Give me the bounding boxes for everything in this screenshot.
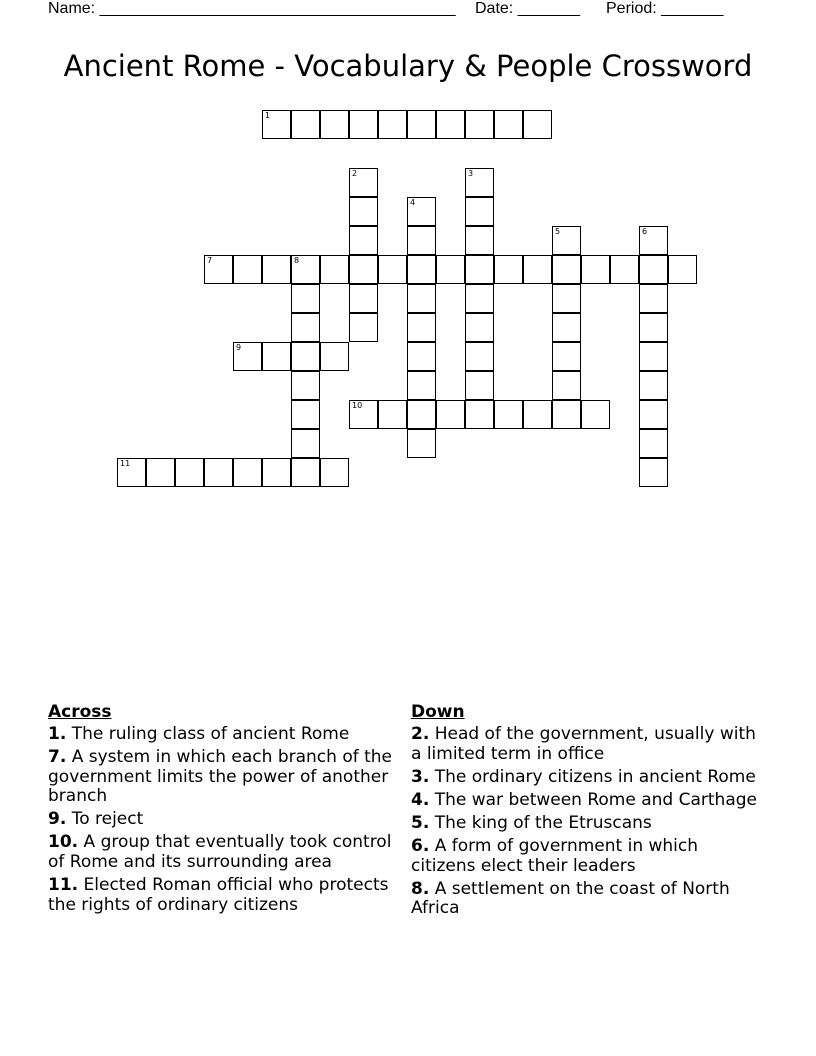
- grid-cell[interactable]: [639, 429, 668, 458]
- grid-cell[interactable]: [465, 110, 494, 139]
- grid-cell[interactable]: [552, 400, 581, 429]
- grid-cell[interactable]: [233, 458, 262, 487]
- crossword-grid: [0, 0, 816, 520]
- clue-down-2: 2. Head of the government, usually with a limited term in office: [411, 724, 756, 764]
- clue-number: 9: [236, 343, 242, 352]
- down-heading: Down: [411, 702, 465, 722]
- grid-cell[interactable]: [639, 255, 668, 284]
- grid-cell[interactable]: [639, 400, 668, 429]
- grid-cell[interactable]: [523, 255, 552, 284]
- grid-cell[interactable]: [407, 429, 436, 458]
- grid-cell[interactable]: [291, 458, 320, 487]
- clue-across-1: 1. The ruling class of ancient Rome: [48, 724, 350, 744]
- clue-number: 5: [555, 227, 561, 236]
- grid-cell[interactable]: [523, 400, 552, 429]
- grid-cell[interactable]: [349, 197, 378, 226]
- grid-cell[interactable]: [552, 342, 581, 371]
- grid-cell[interactable]: [320, 458, 349, 487]
- grid-cell[interactable]: [320, 255, 349, 284]
- grid-cell[interactable]: [436, 110, 465, 139]
- grid-cell[interactable]: [291, 284, 320, 313]
- grid-cell[interactable]: [378, 110, 407, 139]
- grid-cell[interactable]: [291, 255, 320, 284]
- clue-across-11: 11. Elected Roman official who protects the rights of ordinary citizens: [48, 875, 389, 915]
- clue-number: 7: [207, 256, 213, 265]
- grid-cell[interactable]: [407, 197, 436, 226]
- date-field-label[interactable]: Date: _______: [475, 0, 580, 17]
- clue-down-6: 6. A form of government in which citizens elect their leaders: [411, 835, 699, 876]
- period-field-label[interactable]: Period: _______: [606, 0, 724, 17]
- grid-cell[interactable]: [494, 400, 523, 429]
- grid-cell[interactable]: [349, 313, 378, 342]
- grid-cell[interactable]: [291, 371, 320, 400]
- grid-cell[interactable]: [639, 371, 668, 400]
- grid-cell[interactable]: [407, 284, 436, 313]
- grid-cell[interactable]: [407, 313, 436, 342]
- grid-cell[interactable]: [349, 110, 378, 139]
- grid-cell[interactable]: [146, 458, 175, 487]
- grid-cell[interactable]: [291, 110, 320, 139]
- grid-cell[interactable]: [175, 458, 204, 487]
- grid-cell[interactable]: [436, 400, 465, 429]
- grid-cell[interactable]: [552, 313, 581, 342]
- clue-number: 10: [352, 401, 363, 410]
- grid-cell[interactable]: [349, 400, 378, 429]
- grid-cell[interactable]: [407, 400, 436, 429]
- name-field-label[interactable]: Name: ________________________________________: [48, 0, 456, 17]
- grid-cell[interactable]: [552, 284, 581, 313]
- grid-cell[interactable]: [407, 110, 436, 139]
- grid-cell[interactable]: [407, 371, 436, 400]
- grid-cell[interactable]: [117, 458, 146, 487]
- grid-cell[interactable]: [465, 313, 494, 342]
- grid-cell[interactable]: [465, 168, 494, 197]
- grid-cell[interactable]: [349, 226, 378, 255]
- across-clues: [48, 702, 398, 919]
- clue-number: 2: [352, 169, 358, 178]
- grid-cell[interactable]: [494, 110, 523, 139]
- grid-cell[interactable]: [639, 284, 668, 313]
- grid-cell[interactable]: [639, 226, 668, 255]
- grid-cell[interactable]: [465, 371, 494, 400]
- grid-cell[interactable]: [639, 313, 668, 342]
- grid-cell[interactable]: [436, 255, 465, 284]
- clue-number: 8: [294, 256, 300, 265]
- down-clues: [411, 702, 761, 922]
- clue-number: 11: [120, 459, 131, 468]
- grid-cell[interactable]: [465, 255, 494, 284]
- grid-cell[interactable]: [291, 429, 320, 458]
- grid-cell[interactable]: [552, 371, 581, 400]
- grid-cell[interactable]: [465, 197, 494, 226]
- grid-cell[interactable]: [523, 110, 552, 139]
- grid-cell[interactable]: [407, 255, 436, 284]
- grid-cell[interactable]: [552, 226, 581, 255]
- grid-cell[interactable]: [378, 255, 407, 284]
- grid-cell[interactable]: [581, 400, 610, 429]
- clue-across-7: 7. A system in which each branch of the government limits the power of another branch: [48, 747, 393, 807]
- grid-cell[interactable]: [639, 342, 668, 371]
- grid-cell[interactable]: [610, 255, 639, 284]
- clue-number: 6: [642, 227, 648, 236]
- grid-cell[interactable]: [465, 400, 494, 429]
- grid-cell[interactable]: [349, 168, 378, 197]
- grid-cell[interactable]: [291, 400, 320, 429]
- across-heading: Across: [48, 702, 112, 722]
- grid-cell[interactable]: [291, 313, 320, 342]
- clue-number: 1: [265, 111, 271, 120]
- grid-cell[interactable]: [407, 342, 436, 371]
- clue-down-4: 4. The war between Rome and Carthage: [411, 789, 757, 810]
- grid-cell[interactable]: [465, 226, 494, 255]
- grid-cell[interactable]: [639, 458, 668, 487]
- grid-cell[interactable]: [320, 342, 349, 371]
- grid-cell[interactable]: [407, 226, 436, 255]
- clue-down-8: 8. A settlement on the coast of North Africa: [411, 878, 730, 919]
- clue-across-10: 10. A group that eventually took control of Rome and its surrounding area: [48, 832, 392, 873]
- page-title: Ancient Rome - Vocabulary & People Crossword: [63, 49, 753, 83]
- grid-cell[interactable]: [581, 255, 610, 284]
- grid-cell[interactable]: [291, 342, 320, 371]
- grid-cell[interactable]: [262, 110, 291, 139]
- grid-cell[interactable]: [262, 342, 291, 371]
- grid-cell[interactable]: [204, 255, 233, 284]
- clue-number: 3: [468, 169, 474, 178]
- grid-cell[interactable]: [233, 255, 262, 284]
- clue-number: 4: [410, 198, 416, 207]
- grid-cell[interactable]: [233, 342, 262, 371]
- grid-cell[interactable]: [204, 458, 233, 487]
- grid-cell[interactable]: [349, 255, 378, 284]
- clue-down-3: 3. The ordinary citizens in ancient Rome: [411, 766, 756, 787]
- grid-cell[interactable]: [378, 400, 407, 429]
- grid-cell[interactable]: [465, 284, 494, 313]
- grid-cell[interactable]: [465, 342, 494, 371]
- grid-cell[interactable]: [552, 255, 581, 284]
- grid-cell[interactable]: [262, 255, 291, 284]
- grid-cell[interactable]: [668, 255, 697, 284]
- grid-cell[interactable]: [349, 284, 378, 313]
- grid-cell[interactable]: [494, 255, 523, 284]
- clue-across-9: 9. To reject: [48, 809, 144, 830]
- grid-cell[interactable]: [320, 110, 349, 139]
- grid-cell[interactable]: [262, 458, 291, 487]
- clue-down-5: 5. The king of the Etruscans: [411, 812, 652, 833]
